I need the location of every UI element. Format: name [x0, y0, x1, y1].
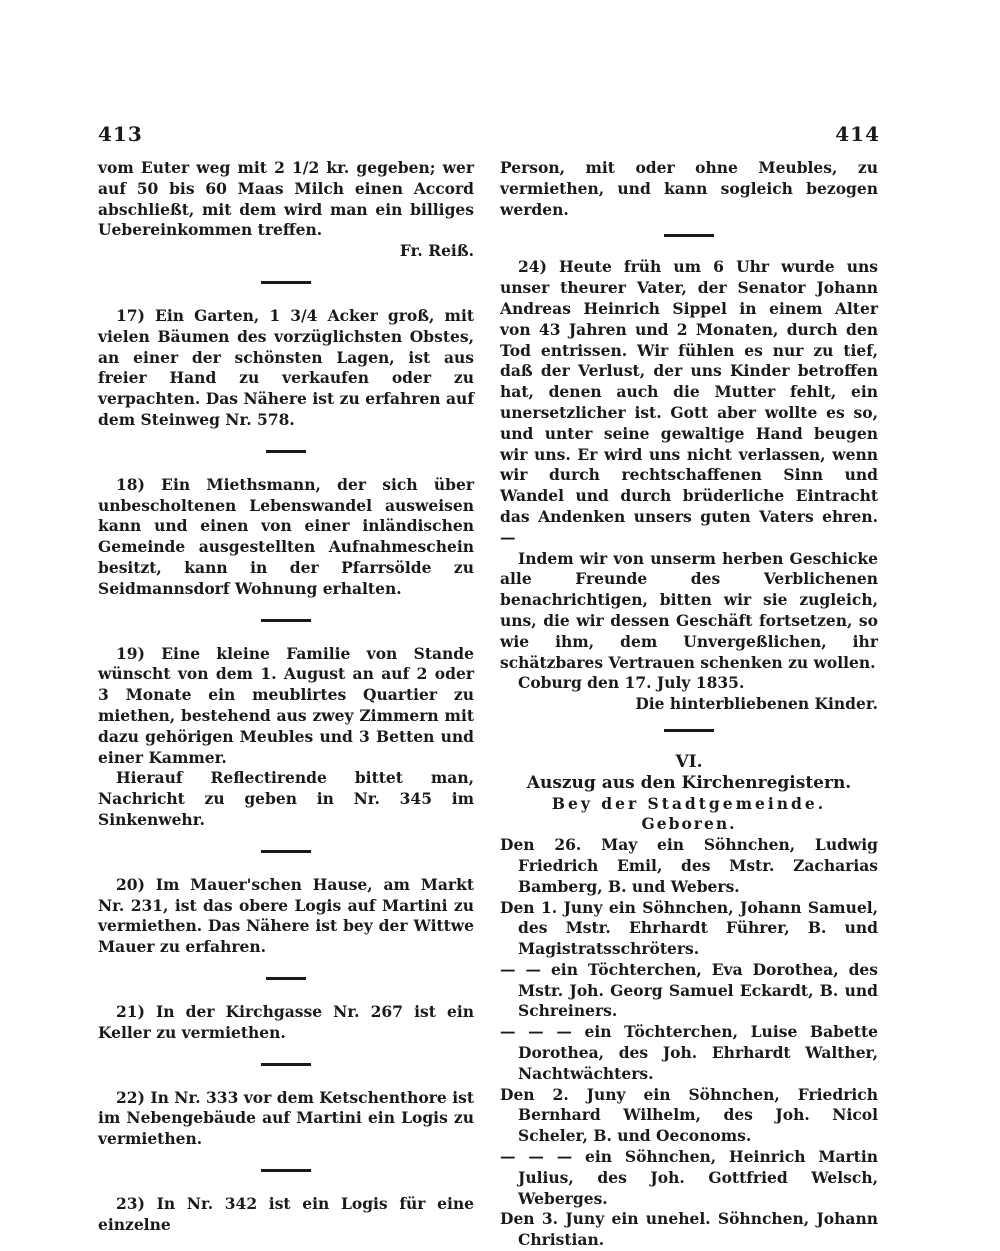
ad-24-signature: Die hinterbliebenen Kinder.: [635, 694, 878, 714]
ad-24-continued: Indem wir von unserm herben Geschicke alle Freunde des Verblichenen benachrichtigen, bitten wir sie zugleich, uns, die wir dessen Geschäft fortsetzen, so wie ihm, dem Unvergeßlichen, ihr schätzbares Vertrauen schenken zu wollen.: [500, 548, 878, 672]
ad-19-continued: Hierauf Reflectirende bittet man, Nachricht zu geben in Nr. 345 im Sinkenwehr.: [98, 768, 474, 829]
separator-rule: [261, 1063, 311, 1066]
separator-rule: [664, 729, 714, 732]
ad-continued-signature: Fr. Reiß.: [399, 241, 474, 261]
separator-rule: [261, 850, 311, 853]
separator-rule: [261, 1169, 311, 1172]
ad-24: 24) Heute früh um 6 Uhr wurde uns unser theurer Vater, der Senator Johann Andreas Heinrich Sippel in einem Alter von 43 Jahren und 2 Monaten, durch den Tod entrissen. Wir fühlen es nur zu tief, daß der Verlust, der uns Kinder betroffen hat, denen auch die Mutter fehlt, ein unersetzlicher ist. Gott aber wollte es so, und unter seine gewaltige Hand beugen wir uns. Er wird uns nicht verlassen, wenn wir durch rechtschaffenen Sinn und Wandel und durch brüderliche Eintracht das Andenken unsers guten Vaters ehren.—: [500, 257, 878, 547]
register-entry: — — — ein Söhnchen, Heinrich Martin Julius, des Joh. Gottfried Welsch, Weberges.: [500, 1147, 878, 1208]
section-number: VI.: [675, 751, 703, 772]
ad-20: 20) Im Mauer'schen Hause, am Markt Nr. 231, ist das obere Logis auf Martini zu vermiethen. Das Nähere ist bey der Wittwe Mauer zu erfahren.: [98, 874, 474, 957]
ad-21: 21) In der Kirchgasse Nr. 267 ist ein Keller zu vermiethen.: [98, 1001, 474, 1042]
ad-23-end: Person, mit oder ohne Meubles, zu vermiethen, und kann sogleich bezogen werden.: [500, 158, 878, 219]
ad-19: 19) Eine kleine Familie von Stande wünscht von dem 1. August an auf 2 oder 3 Monate ein meublirtes Quartier zu miethen, bestehend aus zwey Zimmern mit dazu gehörigen Meubles und 3 Betten und einer Kammer.: [98, 643, 474, 767]
ad-18: 18) Ein Miethsmann, der sich über unbescholtenen Lebenswandel ausweisen kann und einen von einer inländischen Gemeinde ausgestellten Aufnahmeschein besitzt, kann in der Pfarrsölde zu Seidmannsdorf Wohnung erhalten.: [98, 474, 474, 598]
births-heading: Geboren.: [641, 814, 737, 834]
register-entry: Den 3. Juny ein unehel. Söhnchen, Johann Christian.: [500, 1209, 878, 1250]
separator-rule: [261, 619, 311, 622]
separator-rule: [664, 234, 714, 237]
subsection-title: Bey der Stadtgemeinde.: [551, 793, 827, 813]
section-title: Auszug aus den Kirchenregistern.: [526, 772, 852, 793]
separator-rule: [261, 281, 311, 284]
page-number-right: 414: [835, 122, 880, 146]
page-number-left: 413: [98, 122, 143, 146]
register-entry: Den 2. Juny ein Söhnchen, Friedrich Bernhard Wilhelm, des Joh. Nicol Scheler, B. und Oeconoms.: [500, 1084, 878, 1146]
register-entry: — — — ein Töchterchen, Luise Babette Dorothea, des Joh. Ehrhardt Walther, Nachtwächters.: [500, 1022, 878, 1083]
left-column: [98, 158, 474, 1235]
ad-continued-text: vom Euter weg mit 2 1/2 kr. gegeben; wer auf 50 bis 60 Maas Milch einen Accord abschließt, mit dem wird man ein billiges Uebereinkommen treffen.: [98, 158, 474, 240]
right-column: [500, 158, 878, 1251]
ad-17: 17) Ein Garten, 1 3/4 Acker groß, mit vielen Bäumen des vorzüglichsten Obstes, an einer der schönsten Lagen, ist aus freier Hand zu verkaufen oder zu verpachten. Das Nähere ist zu erfahren auf dem Steinweg Nr. 578.: [98, 305, 474, 429]
separator-rule: [266, 977, 306, 980]
register-entry: — — ein Töchterchen, Eva Dorothea, des Mstr. Joh. Georg Samuel Eckardt, B. und Schreiners.: [500, 959, 878, 1021]
register-entry: Den 26. May ein Söhnchen, Ludwig Friedrich Emil, des Mstr. Zacharias Bamberg, B. und Webers.: [500, 835, 878, 896]
register-entry: Den 1. Juny ein Söhnchen, Johann Samuel, des Mstr. Ehrhardt Führer, B. und Magistratsschröters.: [500, 897, 878, 959]
ad-24-place-date: Coburg den 17. July 1835.: [518, 673, 745, 693]
newspaper-spread: [98, 112, 880, 1250]
separator-rule: [266, 450, 306, 453]
ad-23-start: 23) In Nr. 342 ist ein Logis für eine einzelne: [98, 1193, 474, 1234]
ad-22: 22) In Nr. 333 vor dem Ketschenthore ist im Nebengebäude auf Martini ein Logis zu vermiethen.: [98, 1087, 474, 1149]
